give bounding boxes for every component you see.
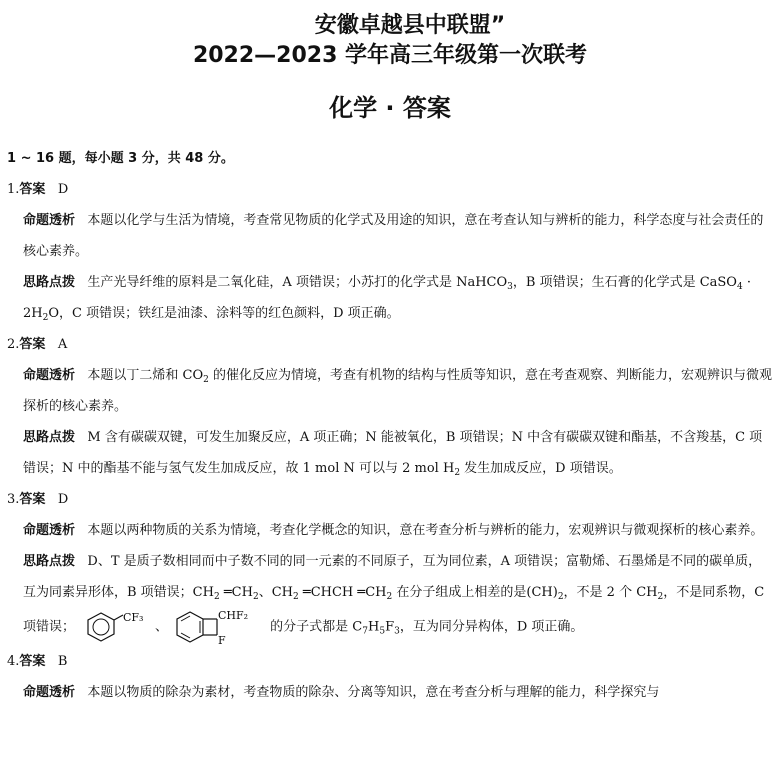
hint-text: ，B 项错误；生石膏的化学式是 CaSO bbox=[512, 275, 737, 290]
hint-label: 思路点拨 bbox=[23, 554, 76, 569]
question-1-answer bbox=[7, 174, 773, 205]
question-number: 1. bbox=[7, 182, 20, 197]
hint-text: O，C 项错误；铁红是油漆、涂料等的红色颜料，D 项正确。 bbox=[48, 306, 400, 321]
exam-year-title: 2022—2023 学年高三年级第一次联考 bbox=[192, 43, 588, 68]
analysis-label: 命题透析 bbox=[23, 523, 76, 538]
subscript: 5 bbox=[379, 626, 386, 637]
subscript: 2 bbox=[557, 592, 564, 602]
question-number: 3. bbox=[7, 492, 20, 507]
answer-label: 答案 bbox=[19, 654, 46, 669]
analysis-text: 本题以物质的除杂为素材，考查物质的除杂、分离等知识，意在考查分析与理解的能力，科学探究与 bbox=[87, 685, 660, 700]
subscript: 7 bbox=[362, 626, 368, 637]
hint-text: ，互为同分异构体，D 项正确。 bbox=[399, 619, 584, 635]
hint-text: ，不是同系物，C 项错误； bbox=[23, 585, 765, 635]
subscript: 3 bbox=[394, 626, 400, 637]
hint-text: D、T 是质子数相同而中子数不同的同一元素的不同原子，互为同位素，A 项错误；富勒烯、石墨烯是不同的碳单质，互为同素异形体，B 项错误；CH bbox=[23, 554, 762, 600]
question-2-answer bbox=[7, 329, 773, 360]
hint-text: 的分子式都是 C bbox=[266, 619, 363, 635]
hint-text: ═CH bbox=[219, 585, 253, 600]
chf2-label: CHF₂ bbox=[218, 609, 249, 622]
analysis-text: 的催化反应为情境，考查有机物的结构与性质等知识，意在考查观察、判断能力，宏观辨识与微观探析的核心素养。 bbox=[23, 368, 773, 414]
subscript: 2 bbox=[454, 468, 461, 478]
question-2-hint bbox=[7, 422, 773, 484]
answer-document bbox=[7, 143, 773, 708]
answer-label: 答案 bbox=[19, 492, 46, 507]
question-2-analysis bbox=[7, 360, 773, 422]
analysis-text: 本题以两种物质的关系为情境，考查化学概念的知识，意在考查分析与辨析的能力，宏观辨识与微观探析的核心素养。 bbox=[87, 523, 764, 538]
analysis-label: 命题透析 bbox=[23, 213, 76, 228]
answer-value: A bbox=[57, 337, 68, 352]
hint-text: · 2H bbox=[23, 275, 751, 321]
difluoromethyl-fluorobenzocyclobutene-structure bbox=[172, 608, 262, 646]
subscript: 4 bbox=[736, 282, 743, 292]
benzotrifluoride-structure bbox=[79, 610, 151, 644]
question-3-answer bbox=[7, 484, 773, 515]
hint-text: 在分子组成上相差的是(CH) bbox=[392, 585, 558, 600]
f-label: F bbox=[218, 634, 226, 646]
cf3-label: CF₃ bbox=[123, 611, 144, 624]
subscript: 2 bbox=[657, 592, 664, 602]
hint-label: 思路点拨 bbox=[23, 275, 76, 290]
subscript: 2 bbox=[252, 592, 259, 602]
question-4-analysis bbox=[7, 677, 773, 708]
exam-union-title: 安徽卓越县中联盟” bbox=[314, 13, 506, 38]
answer-value: B bbox=[57, 654, 68, 669]
hint-text: 、CH bbox=[258, 585, 293, 600]
subscript: 2 bbox=[293, 592, 299, 602]
question-3-analysis bbox=[7, 515, 773, 546]
subscript: 3 bbox=[507, 282, 513, 292]
answer-value: D bbox=[57, 182, 69, 197]
question-number: 4. bbox=[7, 654, 20, 669]
analysis-label: 命题透析 bbox=[23, 685, 76, 700]
subscript: 2 bbox=[203, 375, 209, 385]
question-3-hint: 思路点拨 D、T 是质子数相同而中子数不同的同一元素的不同原子，互为同位素，A 项错误；富勒烯、石墨烯是不同的碳单质，互为同素异形体，B 项错误；$CH_2$ $═CH_2$、$CH_2$ ═CHCH $═CH_2$ 在分子组成上相差的是$(CH)_2$，不是 2 个 $CH_2$，不是同系物，C 项错误； CF₃ 、 CHF₂ F 的分子式都是 $C_7H_5F_3$，互为同分异构体，D 项正确。 bbox=[23, 554, 765, 646]
intro-line: 1 ~ 16 题，每小题 3 分，共 48 分。 bbox=[7, 151, 234, 166]
subject-title: 化学 · 答案 bbox=[329, 94, 451, 122]
hint-text: H bbox=[367, 619, 380, 635]
hint-text: M 含有碳碳双键，可发生加聚反应，A 项正确；N 能被氧化，B 项错误；N 中含有碳碳双键和酯基，不含羧基，C 项错误；N 中的酯基不能与氢气发生加成反应，故 1 mol N 可以与 2 mol H bbox=[23, 430, 763, 476]
question-1-hint bbox=[7, 267, 773, 329]
analysis-text: 本题以丁二烯和 CO bbox=[87, 368, 204, 383]
hint-text: ，不是 2 个 CH bbox=[563, 585, 658, 600]
answer-label: 答案 bbox=[19, 182, 46, 197]
analysis-label: 命题透析 bbox=[23, 368, 76, 383]
hint-text: ═CHCH ═CH bbox=[298, 585, 387, 600]
question-1-analysis bbox=[7, 205, 773, 267]
question-4-answer bbox=[7, 646, 773, 677]
hint-label: 思路点拨 bbox=[23, 430, 76, 445]
analysis-text: 本题以化学与生活为情境，考查常见物质的化学式及用途的知识，意在考查认知与辨析的能力，科学态度与社会责任的核心素养。 bbox=[23, 213, 764, 259]
subscript: 2 bbox=[213, 592, 220, 602]
answer-label: 答案 bbox=[19, 337, 46, 352]
hint-text: F bbox=[385, 619, 395, 635]
hint-text: 生产光导纤维的原料是二氧化硅，A 项错误；小苏打的化学式是 NaHCO bbox=[87, 275, 508, 290]
subscript: 2 bbox=[386, 592, 393, 602]
question-number: 2. bbox=[7, 337, 20, 352]
answer-value: D bbox=[57, 492, 69, 507]
hint-text: 发生加成反应，D 项错误。 bbox=[460, 461, 622, 476]
subscript: 2 bbox=[42, 313, 49, 323]
